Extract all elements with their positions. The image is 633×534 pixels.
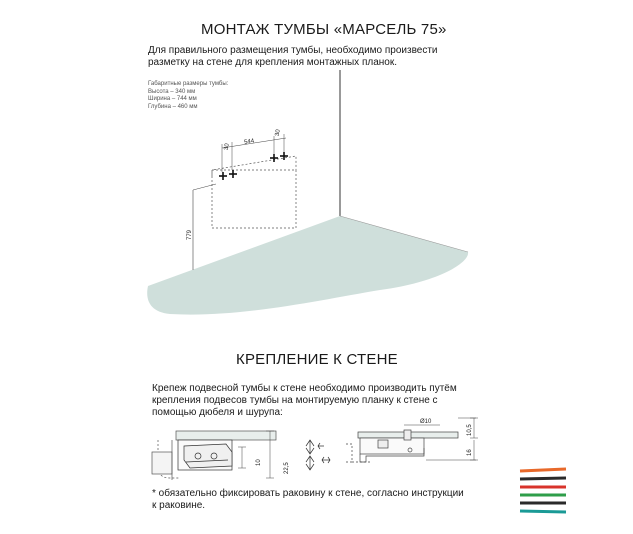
note-line2: к раковине.: [152, 500, 206, 511]
section1-intro-line1: Для правильного размещения тумбы, необходимо произвести: [148, 45, 438, 56]
section1-intro-line2: разметку на стене для крепления монтажных планок.: [148, 57, 397, 68]
section2-text-line3: помощью дюбеля и шурупа:: [152, 407, 283, 418]
adjust-arrows-icon: [306, 440, 330, 470]
spec-depth: Глубина – 460 мм: [148, 103, 198, 110]
section2-text-line2: крепления подвесов тумбы на монтируемую планку к стене с: [152, 395, 438, 406]
dim-span: 544: [243, 138, 255, 146]
brand-logo-icon: [520, 469, 566, 512]
hanger-mechanism: [178, 440, 232, 470]
dim-left-offset: 30: [223, 143, 231, 151]
bracket-side-view: [346, 430, 458, 462]
spec-height: Высота – 340 мм: [148, 88, 196, 95]
note-line1: * обязательно фиксировать раковину к стене, согласно инструкции: [152, 488, 464, 499]
dim-d5: 16: [467, 449, 473, 456]
dim-d1: 10: [256, 459, 262, 466]
dim-d4: 10,5: [467, 424, 473, 436]
section2-text-line1: Крепеж подвесной тумбы к стене необходимо производить путём: [152, 383, 457, 394]
specs-heading: Габаритные размеры тумбы:: [148, 81, 229, 87]
dim-d2: 22,5: [284, 462, 290, 474]
section2-title: КРЕПЛЕНИЕ К СТЕНЕ: [236, 351, 398, 368]
dim-height-from-floor: 779: [187, 229, 193, 240]
section1-title: МОНТАЖ ТУМБЫ «МАРСЕЛЬ 75»: [201, 21, 447, 38]
dim-d3: Ø10: [420, 419, 432, 425]
spec-width: Ширина – 744 мм: [148, 96, 197, 102]
dim-right-offset: 30: [274, 129, 282, 137]
